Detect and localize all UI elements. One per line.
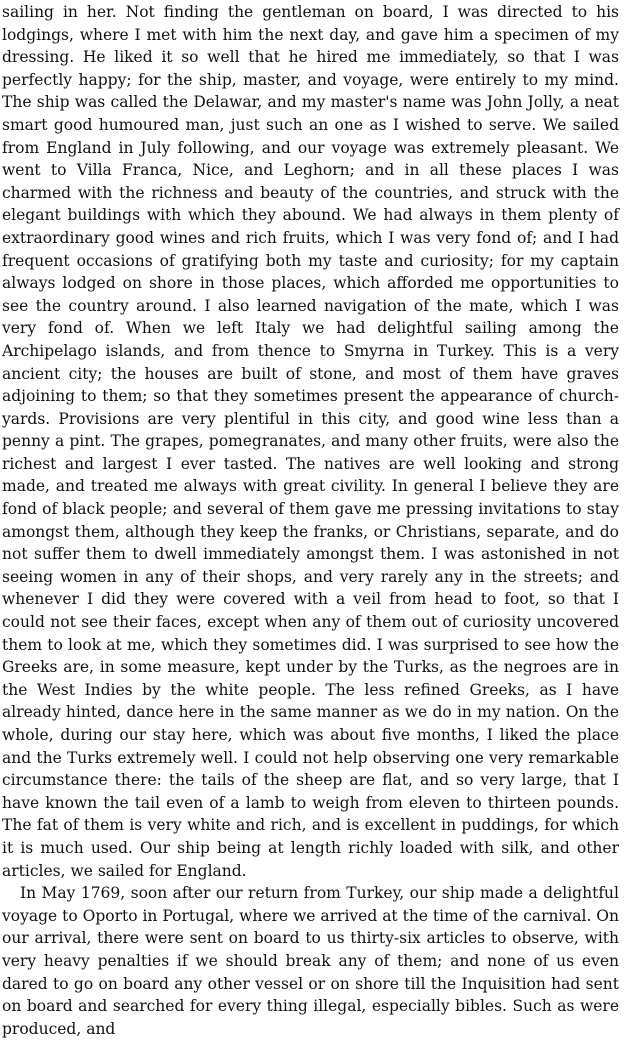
- body-text: [2, 1, 619, 1040]
- paragraph-may-1769: In May 1769, soon after our return from Turkey, our ship made a delightful voyage to Oporto in Portugal, where we arrived at the time of the carnival. On our arrival, there were sent on board to us thirty-six articles to observe, with very heavy penalties if we should break any of them; and none of us even dared to go on board any other vessel or on shore till the Inquisition had sent on board and searched for every thing illegal, especially bibles. Such as were produced, and: [2, 884, 619, 1038]
- paragraph-continued: sailing in her. Not finding the gentleman on board, I was directed to his lodgings, where I met with him the next day, and gave him a specimen of my dressing. He liked it so well that he hired me immediately, so that I was perfectly happy; for the ship, master, and voyage, were entirely to my mind. The ship was called the Delawar, and my master's name was John Jolly, a neat smart good humoured man, just such an one as I wished to serve. We sailed from England in July following, and our voyage was extremely pleasant. We went to Villa Franca, Nice, and Leghorn; and in all these places I was charmed with the richness and beauty of the countries, and struck with the elegant buildings with which they abound. We had always in them plenty of extraordinary good wines and rich fruits, which I was very fond of; and I had frequent occasions of gratifying both my taste and curiosity; for my captain always lodged on shore in those places, which afforded me opportunities to see the country around. I also learned navigation of the mate, which I was very fond of. When we left Italy we had delightful sailing among the Archipelago islands, and from thence to Smyrna in Turkey. This is a very ancient city; the houses are built of stone, and most of them have graves adjoining to them; so that they sometimes present the appearance of church-yards. Provisions are very plentiful in this city, and good wine less than a penny a pint. The grapes, pomegranates, and many other fruits, were also the richest and largest I ever tasted. The natives are well looking and strong made, and treated me always with great civility. In general I believe they are fond of black people; and several of them gave me pressing invitations to stay amongst them, although they keep the franks, or Christians, separate, and do not suffer them to dwell immediately amongst them. I was astonished in not seeing women in any of their shops, and very rarely any in the streets; and whenever I did they were covered with a veil from head to foot, so that I could not see their faces, except when any of them out of curiosity uncovered them to look at me, which they sometimes did. I was surprised to see how the Greeks are, in some measure, kept under by the Turks, as the negroes are in the West Indies by the white people. The less refined Greeks, as I have already hinted, dance here in the same manner as we do in my nation. On the whole, during our stay here, which was about five months, I liked the place and the Turks extremely well. I could not help observing one very remarkable circumstance there: the tails of the sheep are flat, and so very large, that I have known the tail even of a lamb to weigh from eleven to thirteen pounds. The fat of them is very white and rich, and is excellent in puddings, for which it is much used. Our ship being at length richly loaded with silk, and other articles, we sailed for England.: [2, 3, 619, 880]
